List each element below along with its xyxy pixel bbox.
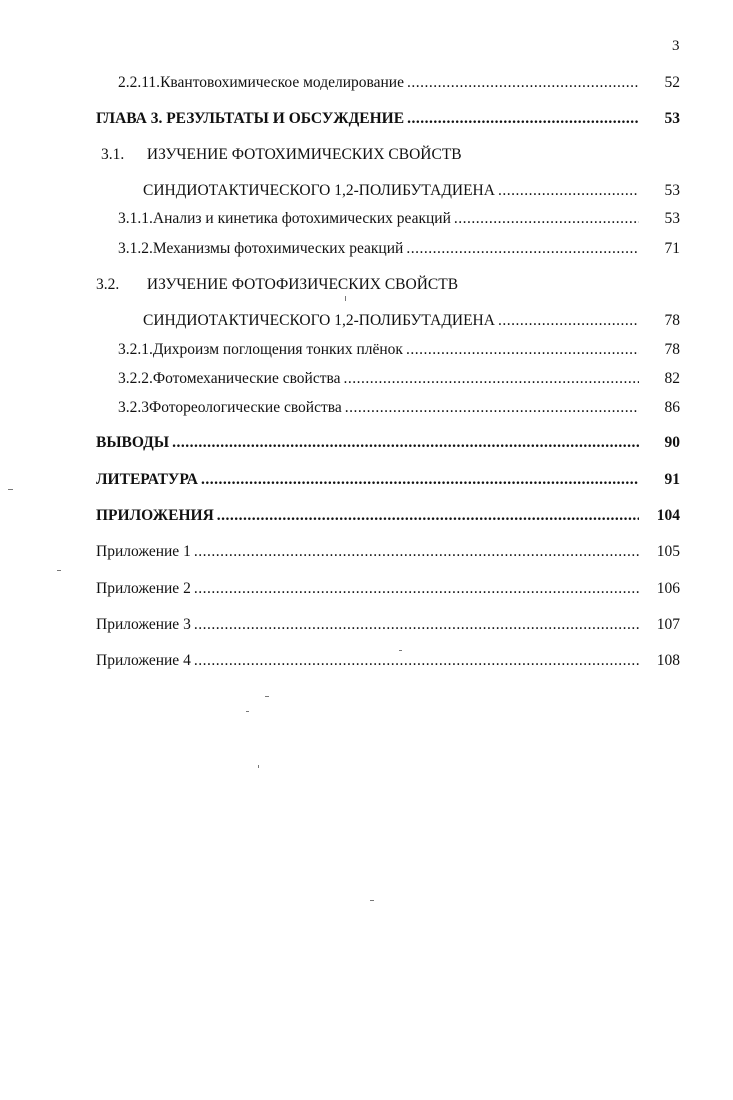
toc-appendix-4 (96, 652, 680, 670)
toc-section-3-1-line1 (101, 146, 462, 164)
dot-leader (217, 507, 639, 525)
toc-appendix-page: 108 (656, 652, 680, 669)
toc-entry-page: 53 (664, 210, 680, 227)
toc-entry-3-2-1 (118, 341, 680, 359)
toc-section-title-line2: СИНДИОТАКТИЧЕСКОГО 1,2-ПОЛИБУТАДИЕНА (143, 182, 495, 199)
toc-literature-page: 91 (664, 471, 680, 488)
dot-leader (407, 74, 639, 92)
toc-appendices-page: 104 (656, 507, 680, 524)
toc-section-number: 3.1. (101, 146, 125, 163)
scan-speck (246, 711, 249, 712)
dot-leader (194, 652, 639, 670)
toc-section-page: 53 (664, 182, 680, 199)
toc-appendix-3 (96, 616, 680, 634)
toc-appendix-title: Приложение 2 (96, 580, 191, 597)
toc-entry-page: 71 (664, 240, 680, 257)
page-number: 3 (672, 38, 680, 54)
toc-conclusions (96, 434, 680, 452)
dot-leader (498, 182, 639, 200)
toc-entry-3-2-2 (118, 370, 680, 388)
scan-speck (370, 900, 374, 901)
toc-literature-title: ЛИТЕРАТУРА (96, 471, 198, 488)
toc-entry-3-1-2 (118, 240, 680, 258)
dot-leader (194, 580, 639, 598)
scan-speck (258, 765, 259, 768)
scan-speck (265, 696, 269, 697)
dot-leader (172, 434, 639, 452)
toc-entry-number: 2.2.11. (118, 74, 161, 91)
toc-appendix-1 (96, 543, 680, 561)
toc-entry-title: Анализ и кинетика фотохимических реакций (152, 210, 451, 227)
toc-section-page: 78 (664, 312, 680, 329)
toc-appendices (96, 507, 680, 525)
toc-section-3-2-line1 (96, 276, 458, 294)
dot-leader (406, 341, 639, 359)
toc-entry-page: 52 (664, 74, 680, 91)
toc-appendix-page: 105 (656, 543, 680, 560)
scan-speck (8, 489, 13, 490)
dot-leader (201, 471, 639, 489)
toc-entry-number: 3.2.2. (118, 370, 153, 387)
toc-section-title-line2: СИНДИОТАКТИЧЕСКОГО 1,2-ПОЛИБУТАДИЕНА (143, 312, 495, 329)
toc-entry-number: 3.1.2. (118, 240, 153, 257)
toc-entry-2-2-11 (118, 74, 680, 92)
toc-appendix-title: Приложение 1 (96, 543, 191, 560)
toc-entry-page: 82 (664, 370, 680, 387)
toc-entry-title: Механизмы фотохимических реакций (152, 240, 404, 257)
dot-leader (194, 543, 639, 561)
toc-entry-number: 3.2.1. (118, 341, 153, 358)
scan-speck (57, 570, 61, 571)
scan-speck (345, 296, 346, 301)
toc-entry-3-1-1 (118, 210, 680, 228)
toc-chapter-3 (96, 110, 680, 128)
toc-entry-title: Квантовохимическое моделирование (160, 74, 404, 91)
toc-literature (96, 471, 680, 489)
toc-chapter-page: 53 (664, 110, 680, 127)
toc-appendices-title: ПРИЛОЖЕНИЯ (96, 507, 214, 524)
toc-section-title-line1: ИЗУЧЕНИЕ ФОТОФИЗИЧЕСКИХ СВОЙСТВ (146, 276, 459, 293)
toc-section-3-1-line2 (143, 182, 680, 200)
dot-leader (194, 616, 639, 634)
toc-appendix-page: 107 (656, 616, 680, 633)
toc-entry-title: Фотомеханические свойства (152, 370, 341, 387)
toc-appendix-title: Приложение 3 (96, 616, 191, 633)
toc-entry-page: 86 (664, 399, 680, 416)
dot-leader (344, 370, 640, 388)
dot-leader (407, 110, 639, 128)
toc-entry-3-2-3 (118, 399, 680, 417)
toc-conclusions-title: ВЫВОДЫ (96, 434, 170, 451)
toc-appendix-title: Приложение 4 (96, 652, 191, 669)
toc-appendix-page: 106 (656, 580, 680, 597)
scan-speck (399, 650, 402, 651)
toc-entry-title: Фотореологические свойства (149, 399, 342, 416)
toc-section-title-line1: ИЗУЧЕНИЕ ФОТОХИМИЧЕСКИХ СВОЙСТВ (146, 146, 462, 163)
dot-leader (406, 240, 639, 258)
dot-leader (498, 312, 639, 330)
toc-entry-page: 78 (664, 341, 680, 358)
toc-appendix-2 (96, 580, 680, 598)
toc-section-3-2-line2 (143, 312, 680, 330)
toc-entry-title: Дихроизм поглощения тонких плёнок (152, 341, 403, 358)
toc-section-number: 3.2. (96, 276, 120, 293)
dot-leader (454, 210, 639, 228)
toc-entry-number: 3.1.1. (118, 210, 153, 227)
toc-chapter-title: ГЛАВА 3. РЕЗУЛЬТАТЫ И ОБСУЖДЕНИЕ (96, 110, 405, 127)
dot-leader (345, 399, 639, 417)
toc-conclusions-page: 90 (664, 434, 680, 451)
toc-entry-number: 3.2.3 (118, 399, 149, 416)
